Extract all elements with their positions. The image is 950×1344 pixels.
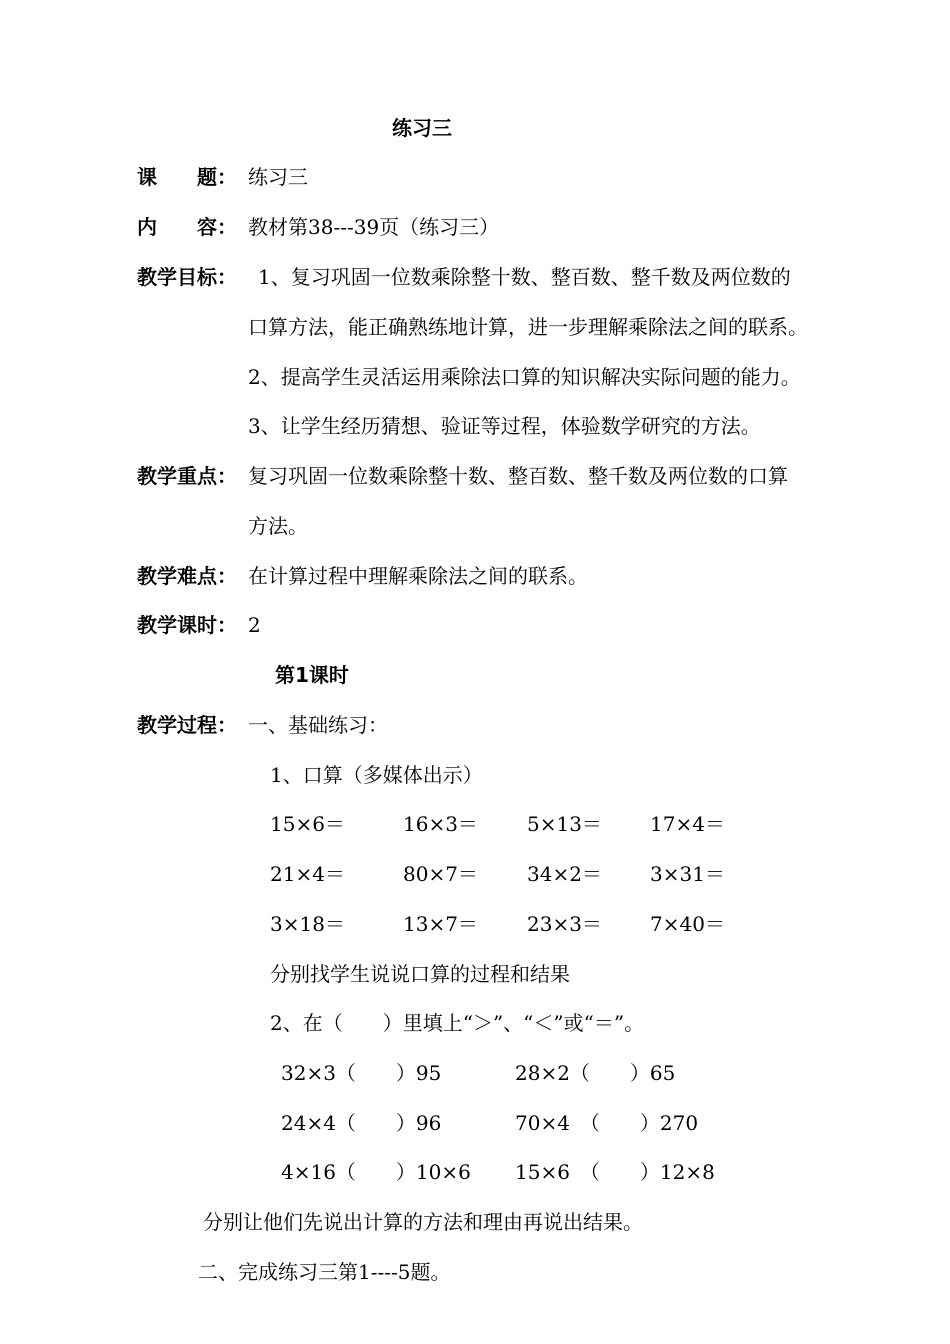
compare-problem: 24×4（ ）96 [281,1111,442,1135]
oral-problem: 5×13＝ [527,812,602,836]
compare-problem: 4×16（ ）10×6 [281,1160,471,1184]
oral-problem: 16×3＝ [403,812,478,836]
oral-problem: 3×31＝ [650,862,725,886]
oral-problem: 21×4＝ [270,862,345,886]
oral-problem: 13×7＝ [403,912,478,936]
hours-label: 教学课时： [137,613,237,637]
topic-label: 课 题： [137,165,237,189]
difficulty-label: 教学难点： [137,564,237,588]
page-title: 练习三 [392,116,452,140]
exercise-item: 2、在（ ）里填上“＞”、“＜”或“＝”。 [270,1011,645,1035]
key-line: 方法。 [248,514,308,538]
key-label: 教学重点： [137,464,237,488]
oral-problem: 3×18＝ [270,912,345,936]
goal-line: 1、复习巩固一位数乘除整十数、整百数、整千数及两位数的 [258,265,791,289]
oral-problem: 17×4＝ [650,812,725,836]
goal-line: 口算方法，能正确熟练地计算，进一步理解乘除法之间的联系。 [248,315,808,339]
goals-label: 教学目标： [137,265,237,289]
section-heading: 一、基础练习： [248,713,388,737]
instruction-note: 分别让他们先说出计算的方法和理由再说出结果。 [203,1210,643,1234]
oral-problem: 15×6＝ [270,812,345,836]
difficulty-value: 在计算过程中理解乘除法之间的联系。 [248,564,588,588]
content-value: 教材第38---39页（练习三） [248,215,500,239]
key-line: 复习巩固一位数乘除整十数、整百数、整千数及两位数的口算 [248,464,788,488]
lesson-heading: 第1课时 [275,663,349,687]
oral-problem: 23×3＝ [527,912,602,936]
compare-problem: 70×4 （ ）270 [515,1111,699,1135]
exercise-item: 1、口算（多媒体出示） [270,763,483,787]
hours-value: 2 [248,613,261,637]
oral-problem: 7×40＝ [650,912,725,936]
content-label: 内 容： [137,215,237,239]
section-heading: 二、完成练习三第1----5题。 [198,1260,451,1284]
oral-problem: 34×2＝ [527,862,602,886]
process-label: 教学过程： [137,713,237,737]
goal-line: 2、提高学生灵活运用乘除法口算的知识解决实际问题的能力。 [248,365,801,389]
goal-line: 3、让学生经历猜想、验证等过程，体验数学研究的方法。 [248,414,761,438]
topic-value: 练习三 [248,165,308,189]
compare-problem: 15×6 （ ）12×8 [515,1160,715,1184]
compare-problem: 28×2（ ）65 [515,1061,676,1085]
oral-problem: 80×7＝ [403,862,478,886]
instruction-note: 分别找学生说说口算的过程和结果 [270,962,570,986]
compare-problem: 32×3（ ）95 [281,1061,442,1085]
